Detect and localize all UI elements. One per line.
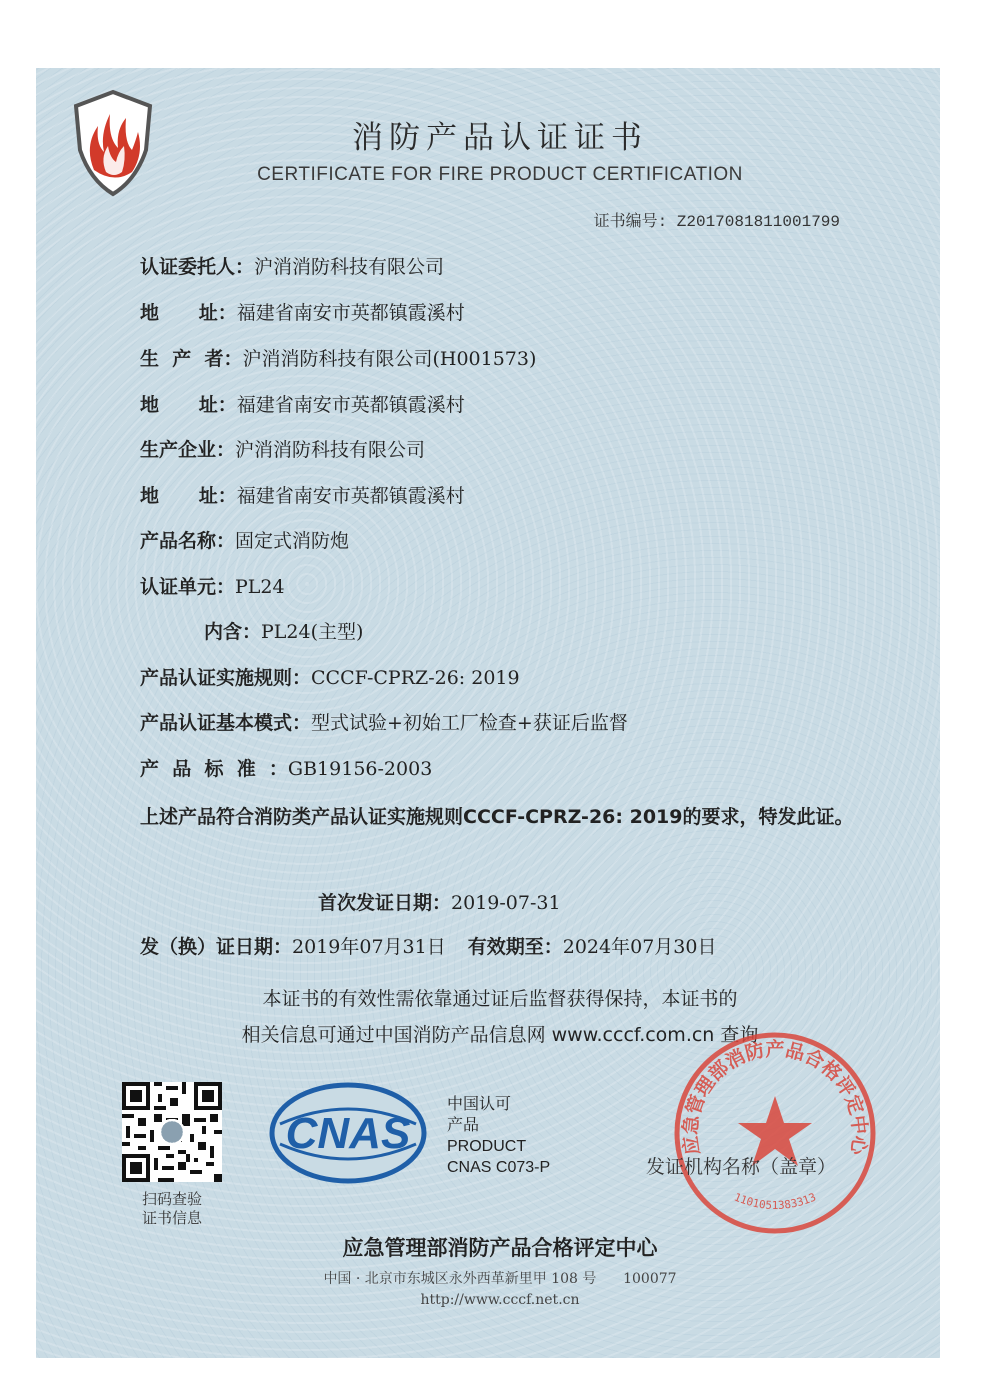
field-label: 认证单元： [140, 576, 236, 598]
qr-code[interactable] [122, 1082, 222, 1182]
field-rules [140, 663, 520, 690]
issuing-center-name: 应急管理部消防产品合格评定中心 [342, 1236, 658, 1260]
official-seal [670, 1028, 880, 1238]
certificate-title: 消防产品认证证书 [352, 120, 648, 156]
field-label: 地 址： [140, 302, 237, 324]
field-client-address [140, 298, 465, 325]
field-value: 福建省南安市英都镇霞溪村 [236, 485, 465, 507]
field-manufacturer [140, 435, 425, 462]
field-label: 产品认证基本模式： [140, 712, 312, 734]
field-value: 型式试验+初始工厂检查+获证后监督 [311, 712, 628, 734]
field-value: 福建省南安市英都镇霞溪村 [236, 302, 465, 324]
field-value: 沪消消防科技有限公司(H001573) [242, 348, 537, 370]
field-manufacturer-address [140, 481, 465, 508]
field-value: PL24(主型) [261, 621, 364, 643]
compliance-statement: 上述产品符合消防类产品认证实施规则CCCF-CPRZ-26: 2019的要求，特发此证。 [140, 806, 854, 828]
first-issue-date [318, 888, 561, 915]
field-value: 福建省南安市英都镇霞溪村 [236, 394, 465, 416]
field-label: 地 址： [140, 394, 237, 416]
qr-caption [126, 1190, 218, 1228]
seal-number: 1101051383313 [732, 1190, 818, 1212]
field-value: CCCF-CPRZ-26: 2019 [311, 667, 520, 689]
cnas-line1: 中国认可 [447, 1096, 512, 1113]
field-value: 沪消消防科技有限公司 [254, 256, 445, 278]
field-label: 内含： [204, 621, 262, 643]
expiry-date-label: 有效期至： [467, 936, 563, 958]
field-value: 固定式消防炮 [235, 530, 350, 552]
cnas-line3: PRODUCT [447, 1138, 527, 1155]
cnas-accreditation-text [447, 1094, 550, 1178]
field-label: 产品名称： [140, 530, 236, 552]
validity-notice-line2: 相关信息可通过中国消防产品信息网 www.cccf.com.cn 查询 [241, 1024, 759, 1046]
field-label: 产品认证实施规则： [140, 667, 312, 689]
field-contains [204, 617, 363, 644]
field-standard [140, 754, 432, 781]
field-producer-address [140, 390, 465, 417]
cnas-line4: CNAS C073-P [447, 1159, 551, 1176]
seal-text: 应急管理部消防产品合格评定中心 [679, 1038, 871, 1157]
cnas-line2: 产品 [447, 1117, 480, 1134]
issuer-label: 发证机构名称（盖章） [646, 1156, 837, 1178]
issue-expiry-dates [140, 932, 716, 959]
field-cert-unit [140, 572, 285, 599]
issue-date-label: 发（换）证日期： [140, 936, 293, 958]
cnas-logo-icon [268, 1082, 428, 1184]
issuing-center-address: 中国 · 北京市东城区永外西革新里甲 108 号 100077 [323, 1271, 677, 1287]
first-issue-label: 首次发证日期： [318, 892, 452, 914]
first-issue-value: 2019-07-31 [451, 892, 561, 914]
field-label: 地 址： [140, 485, 237, 507]
field-label: 生产企业： [140, 439, 236, 461]
field-label: 生 产 者： [140, 348, 243, 370]
svg-text:1101051383313 [732, 1191, 818, 1212]
validity-notice-line1: 本证书的有效性需依靠通过证后监督获得保持，本证书的 [262, 988, 738, 1010]
field-mode [140, 708, 628, 735]
issue-date-value: 2019年07月31日 [292, 936, 446, 958]
cnas-logo-text: CNAS [285, 1109, 411, 1158]
field-product-name [140, 526, 349, 553]
qr-caption-line1: 扫码查验 [141, 1190, 202, 1208]
certificate-subtitle: CERTIFICATE FOR FIRE PRODUCT CERTIFICATION [257, 164, 743, 185]
field-label: 认证委托人： [140, 256, 255, 278]
expiry-date-value: 2024年07月30日 [562, 936, 717, 958]
field-producer [140, 344, 536, 371]
certificate-number: 证书编号: Z2017081811001799 [593, 213, 840, 231]
field-value: 沪消消防科技有限公司 [235, 439, 426, 461]
issuing-center-website[interactable]: http://www.cccf.net.cn [420, 1292, 580, 1308]
field-client [140, 252, 444, 279]
field-value: GB19156-2003 [287, 758, 433, 780]
field-value: PL24 [235, 576, 285, 598]
field-label: 产 品 标 准 ： [140, 758, 288, 780]
qr-caption-line2: 证书信息 [141, 1209, 202, 1227]
